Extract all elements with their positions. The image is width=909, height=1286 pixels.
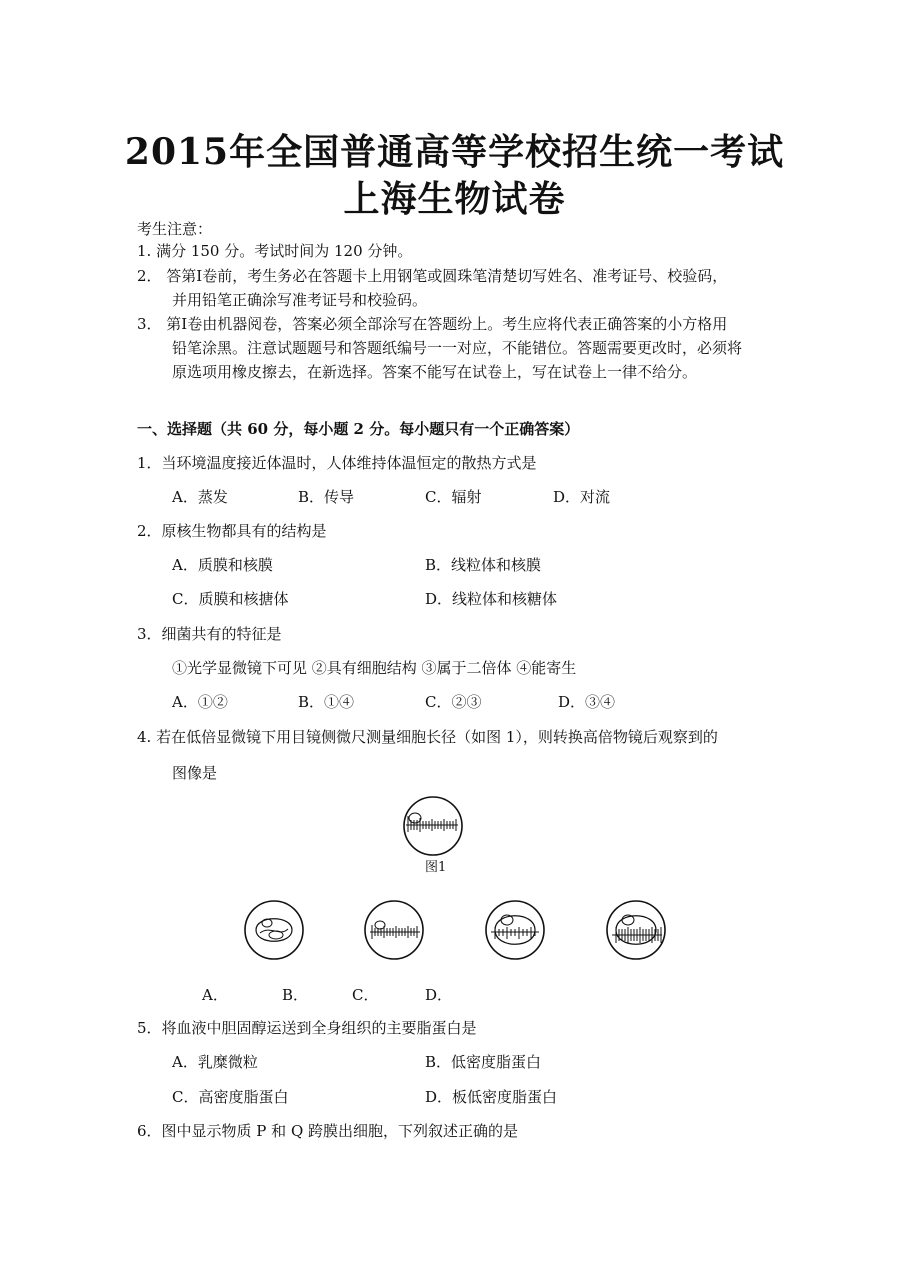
q3-option-a: A．①② (172, 693, 228, 711)
figure-label-a: A． (202, 986, 228, 1004)
exam-subtitle: 上海生物试卷 (343, 178, 566, 220)
section-heading: 一、选择题（共 60 分，每小题 2 分。每小题只有一个正确答案） (137, 420, 580, 438)
q5-option-d: D．板低密度脂蛋白 (425, 1088, 558, 1106)
q5-option-c: C．高密度脂蛋白 (172, 1088, 289, 1106)
question-3-stem: 3．细菌共有的特征是 (137, 625, 282, 643)
q2-option-b: B．线粒体和核膜 (425, 556, 542, 574)
q3-option-b: B．①④ (298, 693, 355, 711)
q5-option-a: A．乳糜微粒 (172, 1053, 258, 1071)
notice-item-1: 1. 满分 150 分。考试时间为 120 分钟。 (137, 242, 413, 260)
figure-label-d: D． (425, 986, 453, 1004)
figure-option-d (604, 899, 668, 961)
figure-1-caption: 图1 (425, 860, 447, 875)
q1-option-a: A．蒸发 (172, 488, 228, 506)
q2-option-d: D．线粒体和核糖体 (425, 590, 558, 608)
figure-1-micrometer (398, 794, 468, 858)
question-4-stem-cont: 图像是 (172, 764, 218, 782)
question-6-stem: 6．图中显示物质 P 和 Q 跨膜出细胞，下列叙述正确的是 (137, 1122, 519, 1140)
q3-option-c: C．②③ (425, 693, 482, 711)
notice-item-2a: 2． 答第Ⅰ卷前，考生务必在答题卡上用钢笔或圆珠笔清楚切写姓名、准考证号、校验码， (137, 267, 728, 285)
q1-option-d: D．对流 (553, 488, 611, 506)
notice-heading: 考生注意： (137, 220, 213, 238)
q3-statements: ①光学显微镜下可见 ②具有细胞结构 ③属于二倍体 ④能寄生 (172, 659, 577, 677)
q5-option-b: B．低密度脂蛋白 (425, 1053, 542, 1071)
notice-item-3a: 3． 第Ⅰ卷由机器阅卷，答案必须全部涂写在答题纷上。考生应将代表正确答案的小方格用 (137, 315, 728, 333)
q2-option-a: A．质膜和核膜 (172, 556, 273, 574)
q1-option-c: C．辐射 (425, 488, 482, 506)
figure-label-c: C． (352, 986, 379, 1004)
question-1-stem: 1．当环境温度接近体温时，人体维持体温恒定的散热方式是 (137, 454, 537, 472)
q1-option-b: B．传导 (298, 488, 355, 506)
q2-option-c: C．质膜和核搪体 (172, 590, 289, 608)
question-4-stem: 4. 若在低倍显微镜下用目镜侧微尺测量细胞长径（如图 1），则转换高倍物镜后观察到的 (137, 728, 718, 746)
figure-option-a (242, 899, 306, 961)
figure-label-b: B． (282, 986, 309, 1004)
figure-option-b (362, 899, 426, 961)
notice-item-3c: 原选项用橡皮擦去，在新选择。答案不能写在试卷上，写在试卷上一律不给分。 (172, 363, 698, 381)
notice-item-2b: 并用铅笔正确涂写准考证号和校验码。 (172, 291, 428, 309)
exam-title: 2015年全国普通高等学校招生统一考试 (124, 131, 785, 173)
q3-option-d: D．③④ (558, 693, 616, 711)
figure-option-c (483, 899, 547, 961)
question-5-stem: 5．将血液中胆固醇运送到全身组织的主要脂蛋白是 (137, 1019, 477, 1037)
question-2-stem: 2．原核生物都具有的结构是 (137, 522, 327, 540)
notice-item-3b: 铅笔涂黑。注意试题题号和答题纸编号一一对应，不能错位。答题需要更改时，必须将 (172, 339, 743, 357)
